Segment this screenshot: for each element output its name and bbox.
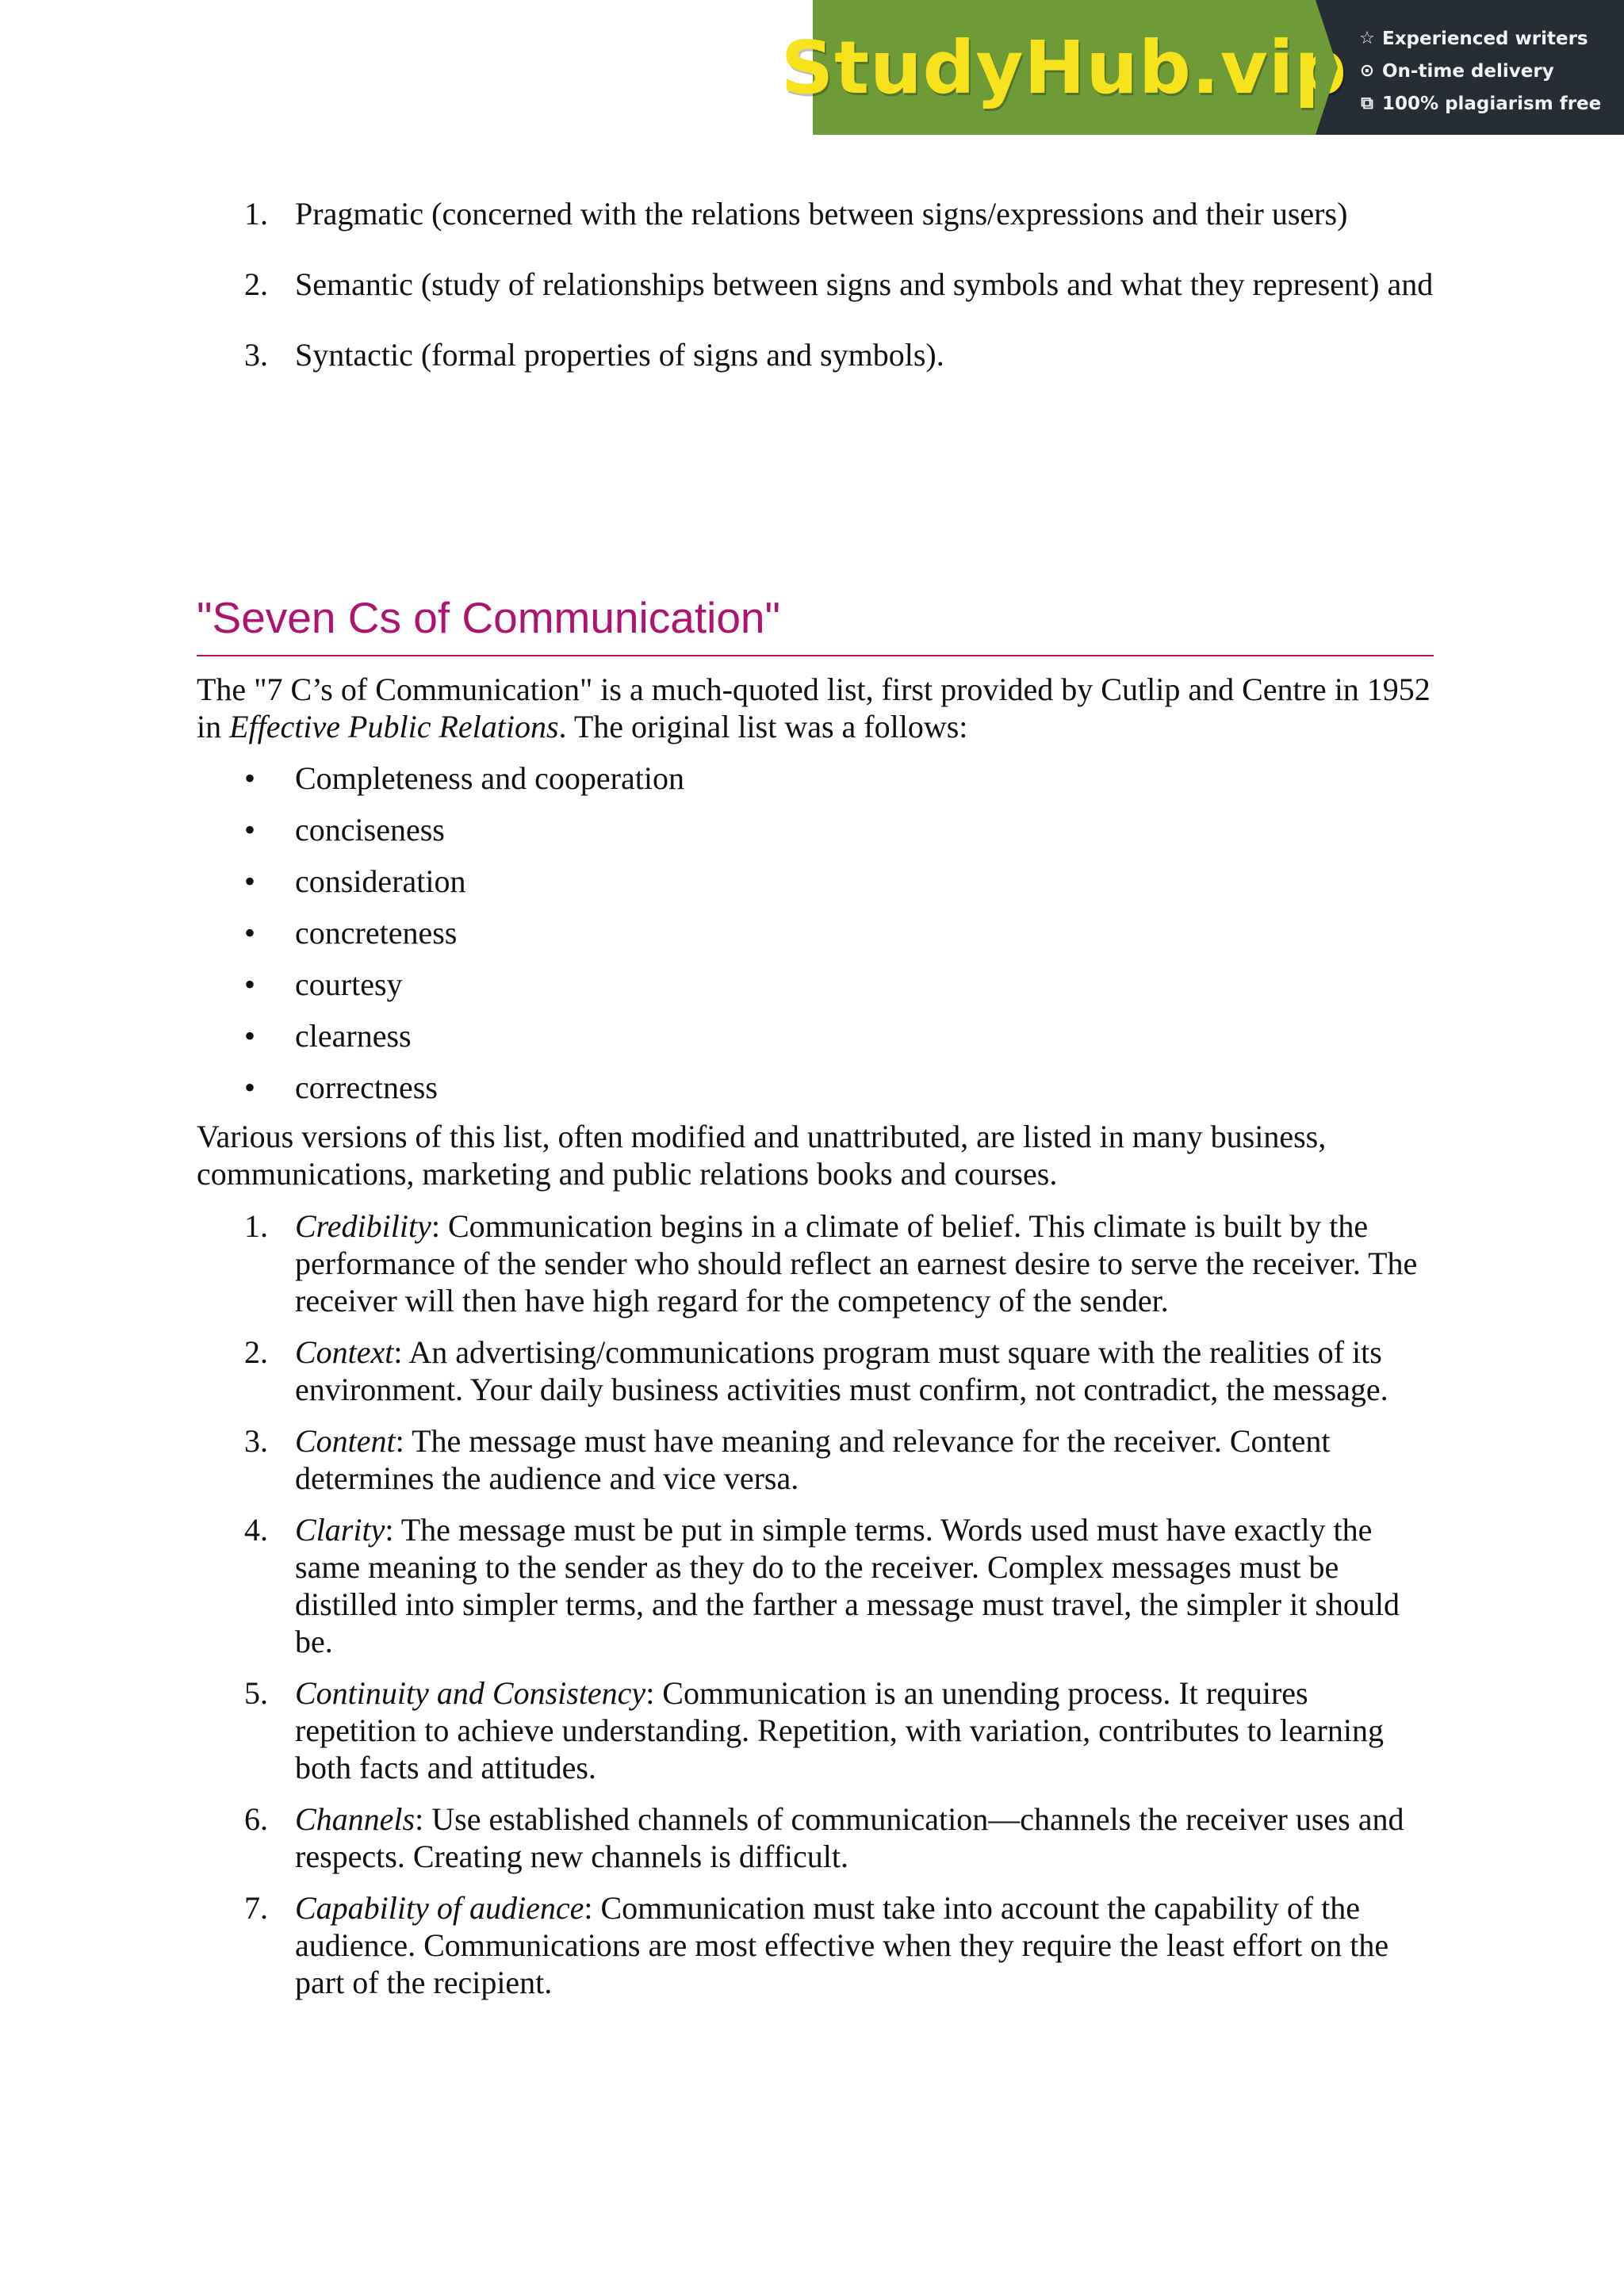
banner-logo-area[interactable] [780,0,1348,135]
list-number: 4. [244,1512,268,1548]
list-item [197,1889,1434,2001]
list-item-text: consideration [295,863,466,899]
definition: : The message must have meaning and relevance for the receiver. Content determines the audience and vice versa. [295,1423,1331,1496]
studyhub-banner[interactable] [780,0,1624,135]
feature-label: 100% plagiarism free [1382,93,1602,114]
list-number: 2. [244,1334,268,1370]
list-number: 1. [244,196,268,232]
list-item-text: Pragmatic (concerned with the relations between signs/expressions and their users) [295,196,1348,232]
copy-icon: ⧉ [1361,94,1373,113]
list-item [197,1207,1434,1319]
definition: : Use established channels of communication—channels the receiver uses and respects. Creating new channels is difficult. [295,1801,1404,1874]
list-number: 1. [244,1208,268,1244]
section-heading: "Seven Cs of Communication" [197,590,1434,656]
bullet: • [244,1070,256,1105]
intro-text-end: . The original list was a follows: [558,709,968,744]
definition: : The message must be put in simple terms. Words used must have exactly the same meaning to the sender as they do to the receiver. Complex messages must be distilled into simpler terms, and the farther a message must travel, the simpler it should be. [295,1512,1400,1659]
clock-icon: ⊙ [1359,61,1375,81]
term: Credibility [295,1208,431,1244]
feature-experienced-writers [1357,22,1624,55]
bullet: • [244,915,256,951]
list-number: 2. [244,266,268,302]
list-number: 3. [244,1423,268,1459]
seven-cs-list [197,1207,1434,2015]
feature-label: On-time delivery [1382,60,1554,82]
list-item [197,1334,1434,1408]
feature-on-time-delivery [1357,55,1624,87]
book-title: Effective Public Relations [229,709,559,744]
list-item-text: conciseness [295,812,445,848]
list-item-text: Completeness and cooperation [295,760,684,796]
versions-paragraph: Various versions of this list, often modified and unattributed, are listed in many business, communications, marketing and public relations books and courses. [197,1119,1327,1192]
bullet: • [244,1018,256,1054]
list-item [197,1069,1434,1120]
list-item-text: correctness [295,1070,438,1105]
intro-text: The "7 C’s of Communication" is a much-quoted list, first provided by Cutlip and Centre in 1952 in [197,672,1431,744]
term: Channels [295,1801,416,1837]
list-item [197,1017,1434,1069]
list-item [197,966,1434,1017]
list-item [197,914,1434,966]
list-item-text: concreteness [295,915,458,951]
list-item [197,195,1434,232]
intro-paragraph [197,671,1434,745]
term: Capability of audience [295,1890,584,1926]
term: Context [295,1334,394,1370]
list-item-text: Semantic (study of relationships between signs and symbols and what they represent) and [295,266,1434,302]
original-cs-list [197,760,1434,1120]
feature-plagiarism-free [1357,87,1624,120]
definition: : Communication begins in a climate of belief. This climate is built by the performance of the sender who should reflect an earnest desire to serve the receiver. The receiver will then have high regard for the competency of the sender. [295,1208,1418,1318]
definition: : Communication must take into account the capability of the audience. Communications are most effective when they require the least effort on the part of the recipient. [295,1890,1389,2000]
list-item [197,863,1434,914]
term: Content [295,1423,396,1459]
intro-numbered-list [197,195,1434,373]
list-item [197,1511,1434,1660]
list-item [197,760,1434,811]
bullet: • [244,760,256,796]
bullet: • [244,966,256,1002]
list-item [197,1674,1434,1786]
list-item-text: courtesy [295,966,403,1002]
definition: : Communication is an unending process. It requires repetition to achieve understanding. Repetition, with variation, contributes to learning both facts and attitudes. [295,1675,1384,1785]
list-number: 7. [244,1890,268,1926]
term: Clarity [295,1512,385,1548]
studyhub-logo[interactable]: StudyHub.vip [780,25,1348,110]
banner-features [1316,0,1624,135]
definition: : An advertising/communications program must square with the realities of its environment. Your daily business activities must confirm, not contradict, the message. [295,1334,1388,1407]
bullet: • [244,812,256,848]
list-item [197,266,1434,303]
list-item [197,336,1434,373]
feature-label: Experienced writers [1382,28,1588,49]
bullet: • [244,863,256,899]
list-item [197,1800,1434,1875]
list-number: 5. [244,1675,268,1711]
list-item-text: clearness [295,1018,412,1054]
list-number: 6. [244,1801,268,1837]
list-item-text: Syntactic (formal properties of signs and symbols). [295,337,944,373]
list-item [197,811,1434,863]
term: Continuity and Consistency [295,1675,646,1711]
star-icon: ☆ [1359,29,1375,48]
list-number: 3. [244,337,268,373]
list-item [197,1422,1434,1497]
